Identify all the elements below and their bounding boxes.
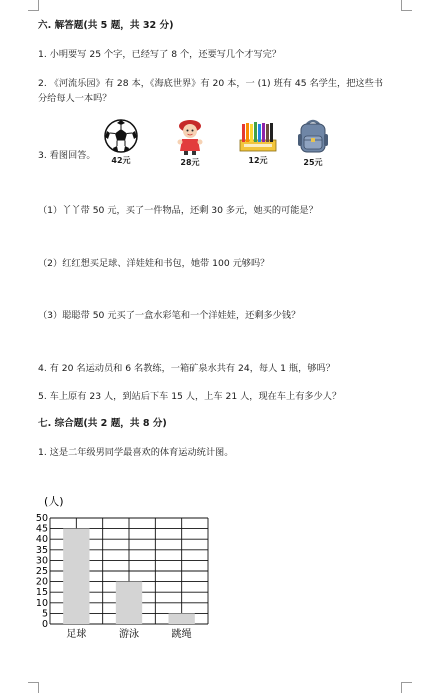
- price-label: 25元: [303, 158, 323, 167]
- y-tick-label: 10: [35, 597, 48, 609]
- question-7-1: 1. 这是二年级男同学最喜欢的体育运动统计图。: [38, 447, 234, 458]
- y-tick-label: 5: [41, 608, 48, 620]
- bar-0: [63, 529, 89, 624]
- question-6-3-1: （1）丫丫带 50 元，买了一件物品，还剩 30 多元，她买的可能是？: [38, 205, 318, 216]
- question-6-5: 5. 车上原有 23 人，到站后下车 15 人，上车 21 人，现在车上有多少人？: [38, 391, 342, 402]
- y-tick-label: 50: [35, 513, 48, 524]
- question-6-3-2: （2）红红想买足球、洋娃娃和书包，她带 100 元够吗？: [38, 258, 270, 269]
- y-tick-label: 0: [41, 619, 48, 630]
- question-6-1: 1. 小明要写 25 个字，已经写了 8 个，还要写几个才写完？: [38, 49, 282, 60]
- y-tick-label: 20: [35, 576, 48, 588]
- crop-mark-bottom-right: [401, 682, 412, 693]
- price-label: 42元: [111, 156, 131, 165]
- item-watercolor-pens: [233, 118, 283, 166]
- category-label: 跳绳: [171, 629, 192, 640]
- y-tick-label: 25: [35, 566, 48, 577]
- question-6-4: 4. 有 20 名运动员和 6 名教练，一箱矿泉水共有 24，每人 1 瓶，够吗？: [38, 363, 335, 374]
- price-label: 28元: [180, 158, 200, 167]
- price-label: 12元: [248, 156, 268, 165]
- y-tick-label: 40: [35, 534, 48, 546]
- item-doll: [165, 118, 215, 168]
- y-tick-label: 45: [35, 523, 48, 535]
- backpack-icon: [295, 118, 331, 156]
- question-6-2-line1: 2. 《河流乐园》有 28 本，《海底世界》有 20 本，一 (1) 班有 45 名学生，把这些书: [38, 78, 383, 89]
- watercolor-pens-icon: [238, 118, 278, 154]
- chart-unit-label: (人): [44, 495, 64, 508]
- question-6-3: 3. 看图回答。: [38, 150, 96, 161]
- category-label: 足球: [66, 629, 87, 640]
- doll-icon: [172, 118, 208, 156]
- y-tick-label: 15: [35, 587, 48, 599]
- y-tick-label: 35: [35, 544, 48, 556]
- sports-bar-chart: [30, 490, 230, 650]
- bar-2: [169, 613, 195, 624]
- bar-1: [116, 582, 142, 624]
- section7-title: 七. 综合题(共 2 题，共 8 分): [38, 418, 167, 429]
- section6-title: 六. 解答题(共 5 题，共 32 分): [38, 20, 174, 31]
- item-backpack: [288, 118, 338, 168]
- crop-mark-top-right: [401, 0, 412, 11]
- question-6-2-line2: 分给每人一本吗？: [38, 93, 112, 104]
- crop-mark-bottom-left: [28, 682, 39, 693]
- crop-mark-top-left: [28, 0, 39, 11]
- category-label: 游泳: [119, 629, 139, 640]
- question-6-3-3: （3）聪聪带 50 元买了一盒水彩笔和一个洋娃娃，还剩多少钱？: [38, 310, 301, 321]
- item-soccer-ball: [96, 118, 146, 166]
- soccer-ball-icon: [103, 118, 139, 154]
- y-tick-label: 30: [35, 555, 48, 567]
